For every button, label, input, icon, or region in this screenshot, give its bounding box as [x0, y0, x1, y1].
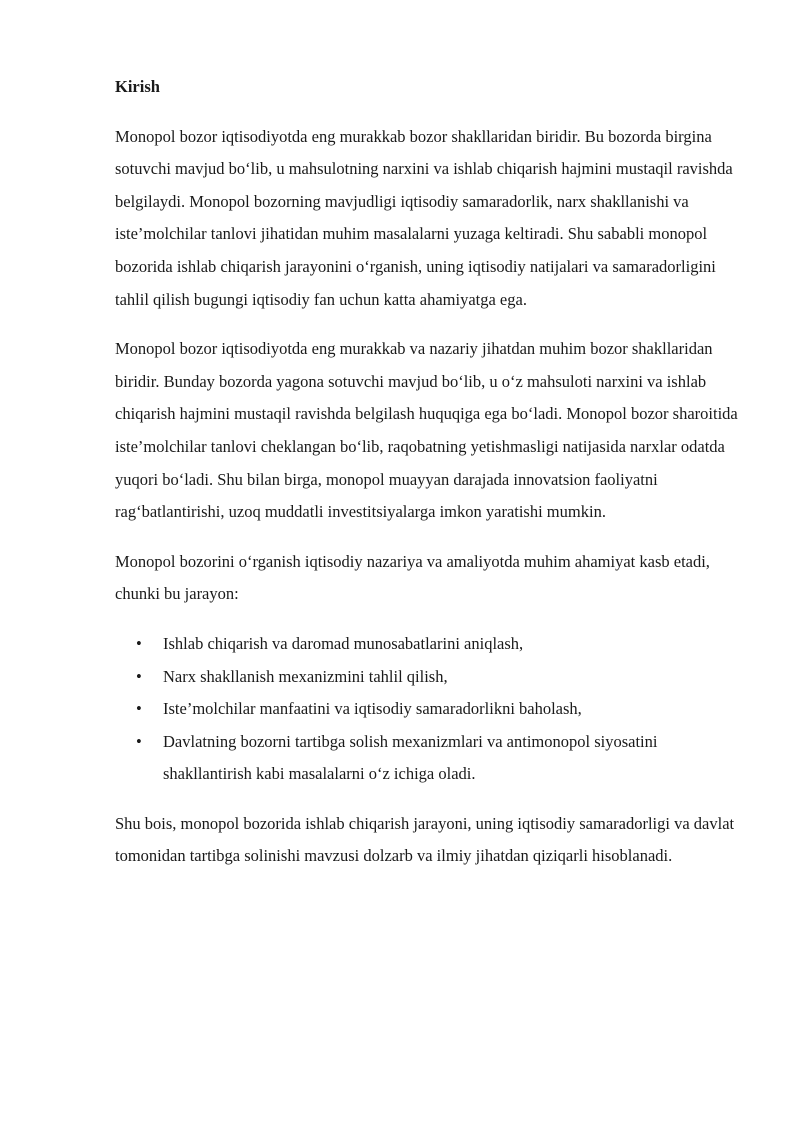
list-item-text: Ishlab chiqarish va daromad munosabatlarini aniqlash,: [163, 633, 524, 653]
list-item-text: Iste’molchilar manfaatini va iqtisodiy samaradorlikni baholash,: [163, 699, 582, 719]
section-heading: Kirish: [115, 77, 160, 96]
list-item-text: Davlatning bozorni tartibga solish mexanizmlari va antimonopol siyosatini shakllantirish kabi masalalarni o‘z ichiga oladi.: [163, 731, 658, 784]
paragraph-intro: Monopol bozor iqtisodiyotda eng murakkab bozor shakllaridan biridir. Bu bozorda birgina sotuvchi mavjud bo‘lib, u mahsulotning narxini va ishlab chiqarish hajmini mustaqil ravishda belgilaydi. Monopol bozorning mavjudligi iqtisodiy samaradorlik, narx shakllanishi va iste’molchilar tanlovi jihatidan muhim masalalarni yuzaga keltiradi. Shu sababli monopol bozorida ishlab chiqarish jarayonini o‘rganish, uning iqtisodiy natijalari va samaradorligini tahlil qilish bugungi iqtisodiy fan uchun katta ahamiyatga ega.: [115, 126, 733, 309]
document-body: [115, 71, 745, 890]
bullet-icon: •: [136, 731, 142, 751]
bullet-icon: •: [136, 633, 142, 653]
list-item: [136, 661, 745, 694]
list-item-text: Narx shakllanish mexanizmini tahlil qilish,: [163, 666, 448, 686]
list-item: [136, 693, 745, 726]
bullet-icon: •: [136, 699, 142, 719]
bullet-icon: •: [136, 666, 142, 686]
paragraph-monopoly-features: Monopol bozor iqtisodiyotda eng murakkab va nazariy jihatdan muhim bozor shakllaridan biridir. Bunday bozorda yagona sotuvchi mavjud bo‘lib, u o‘z mahsuloti narxini va ishlab chiqarish hajmini mustaqil ravishda belgilash huquqiga ega bo‘ladi. Monopol bozor sharoitida iste’molchilar tanlovi cheklangan bo‘lib, raqobatning yetishmasligi natijasida narxlar odatda yuqori bo‘ladi. Shu bilan birga, monopol muayyan darajada innovatsion faoliyatni rag‘batlantirishi, uzoq muddatli investitsiyalarga imkon yaratishi mumkin.: [115, 339, 738, 522]
bullet-list: [115, 628, 745, 791]
paragraph-closing: Shu bois, monopol bozorida ishlab chiqarish jarayoni, uning iqtisodiy samaradorligi va davlat tomonidan tartibga solinishi mavzusi dolzarb va ilmiy jihatdan qiziqarli hisoblanadi.: [115, 813, 735, 866]
list-item: [136, 628, 745, 661]
list-item: [136, 726, 745, 791]
paragraph-list-lead: Monopol bozorini o‘rganish iqtisodiy nazariya va amaliyotda muhim ahamiyat kasb etadi, chunki bu jarayon:: [115, 551, 710, 604]
